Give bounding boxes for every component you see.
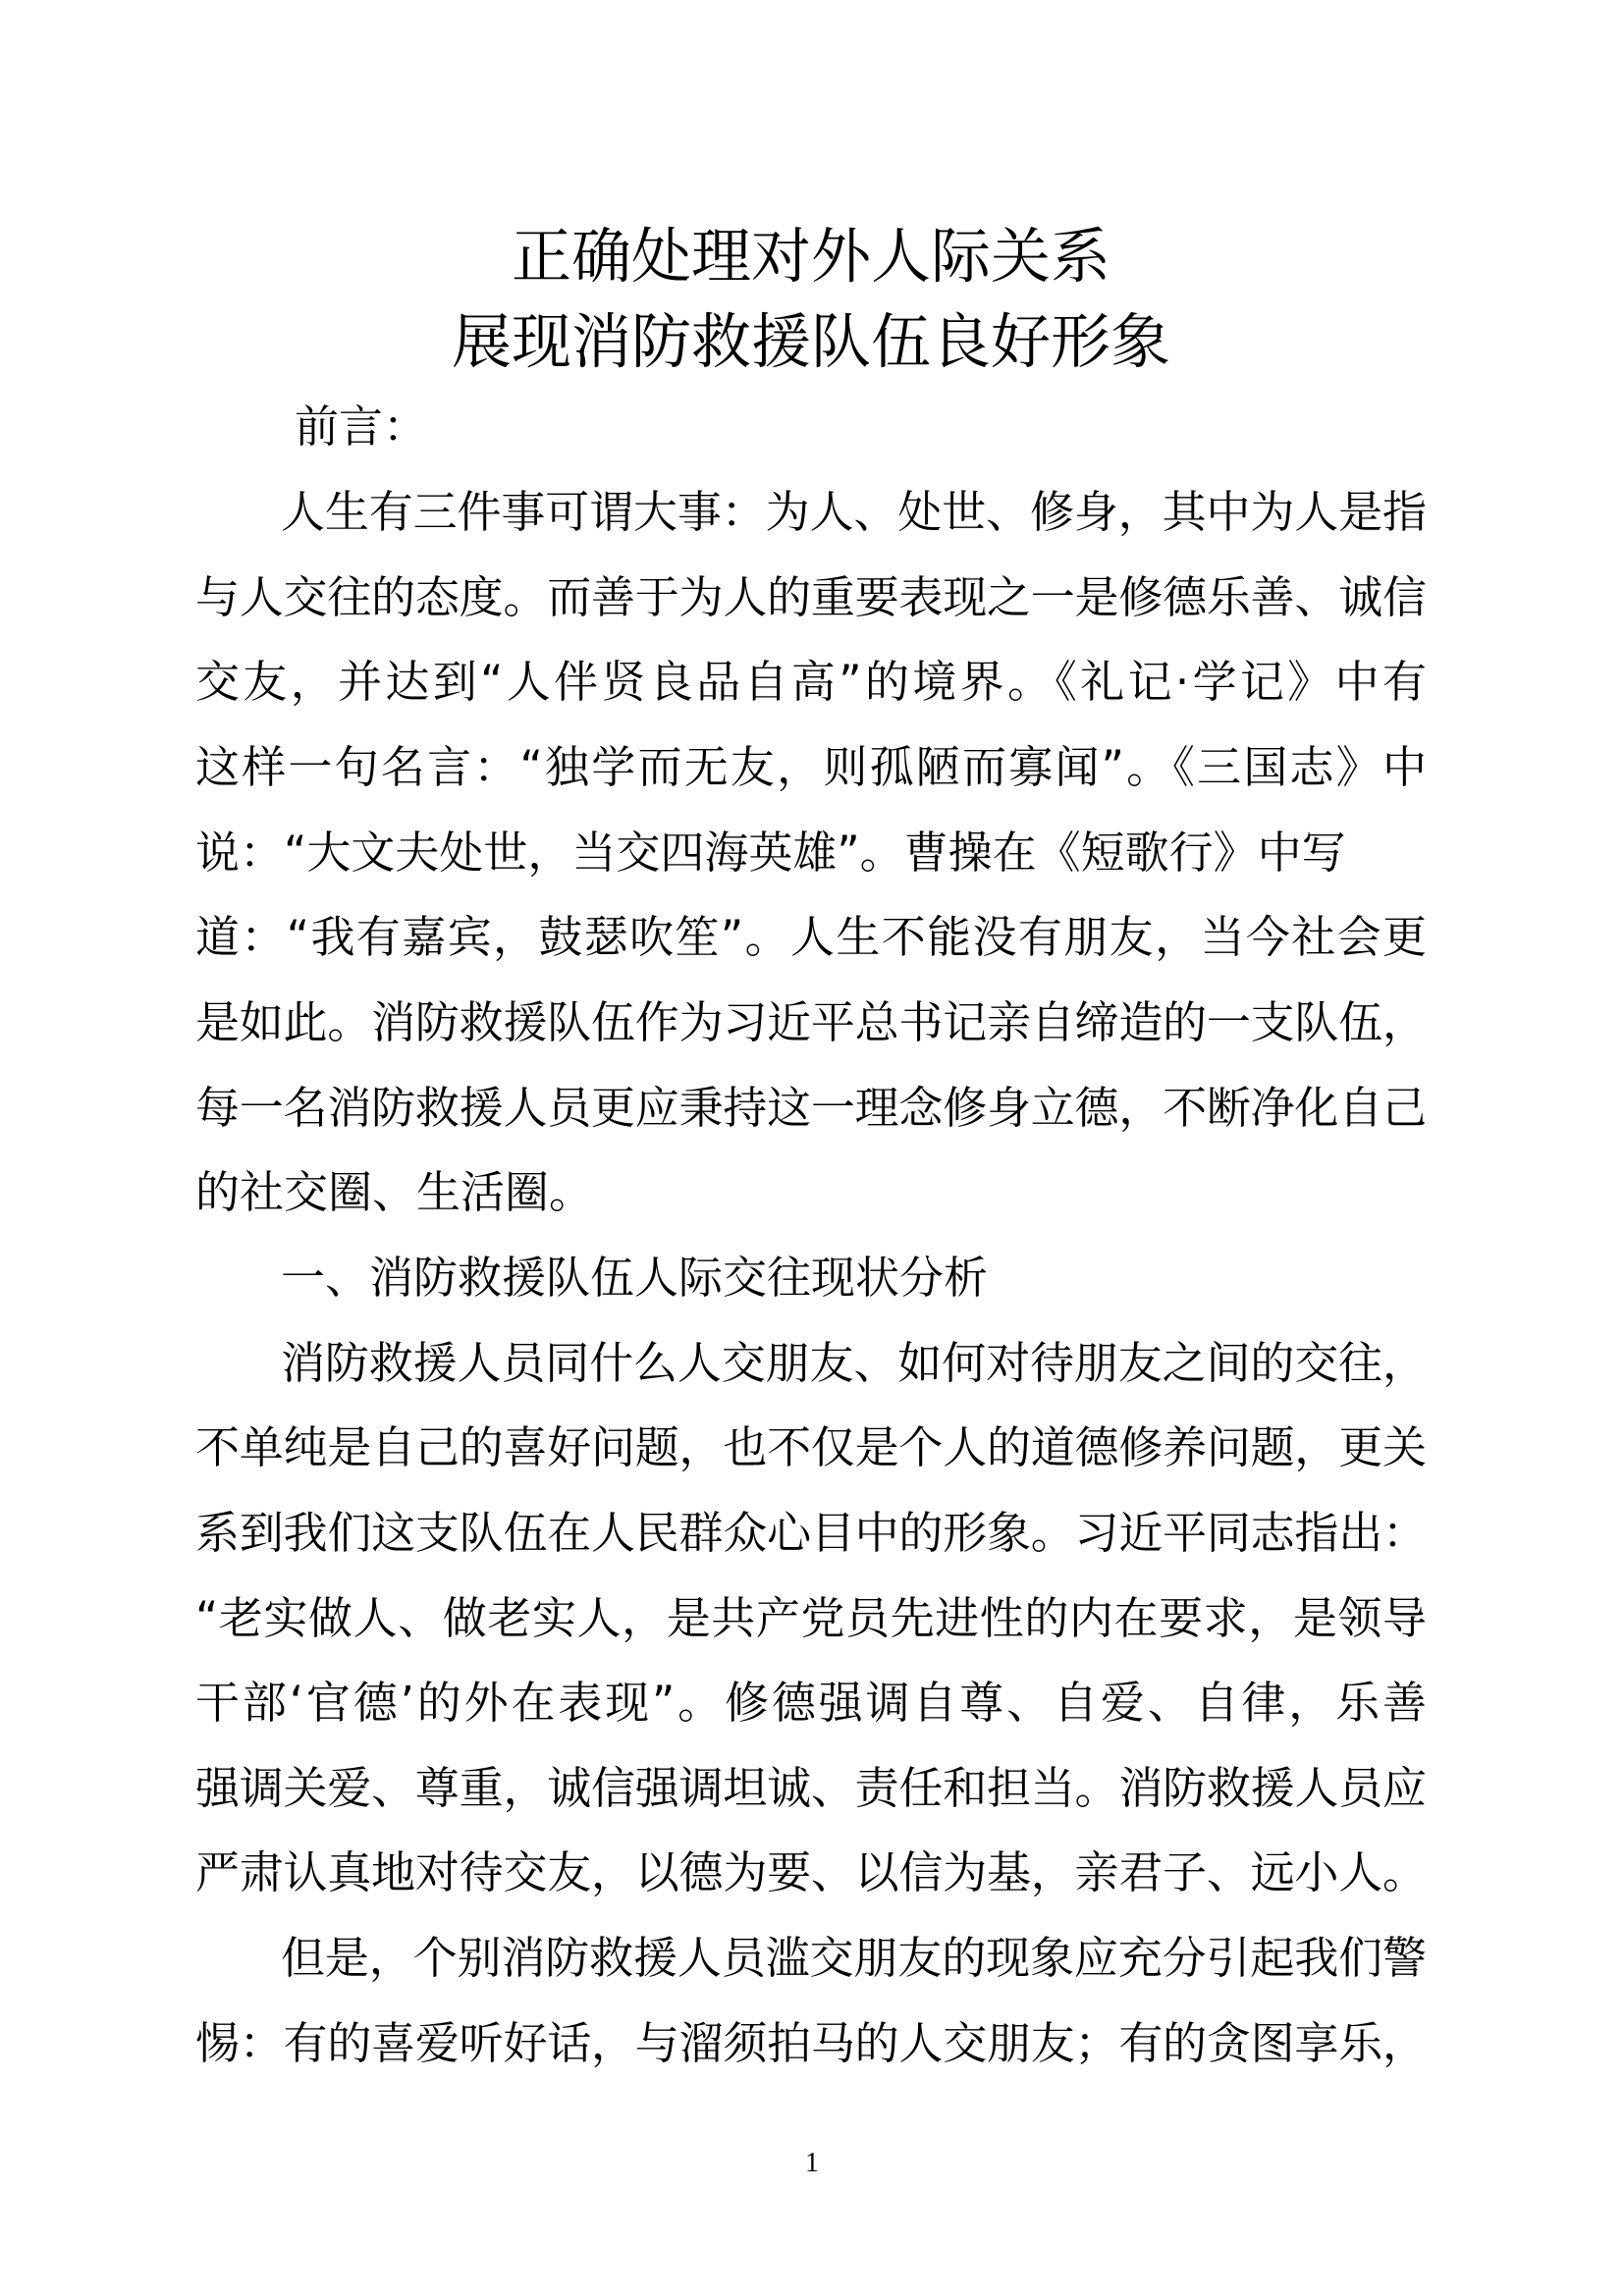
paragraph-line-text: 是如此。消防救援队伍作为习近平总书记亲自缔造的一支队伍， xyxy=(195,995,1427,1048)
paragraph-line xyxy=(195,1066,1427,1151)
paragraph-line-text: 不单纯是自己的喜好问题，也不仅是个人的道德修养问题，更关 xyxy=(195,1421,1427,1474)
paragraph-line xyxy=(195,1661,1430,1746)
paragraph-line-text: 道：“我有嘉宾，鼓瑟吹笙”。人生不能没有朋友，当今社会更 xyxy=(195,911,1429,964)
paragraph-line-text: 每一名消防救援人员更应秉持这一理念修身立德，不断净化自己 xyxy=(195,1081,1427,1134)
paragraph-line-text: 系到我们这支队伍在人民群众心目中的形象。习近平同志指出： xyxy=(195,1506,1427,1559)
paragraph-line xyxy=(195,640,1431,725)
title-line-1-row xyxy=(195,215,1427,300)
paragraph-line-text: 的社交圈、生活圈。 xyxy=(195,1166,594,1219)
paragraph-line-text: “老实做人、做老实人，是共产党员先进性的内在要求，是领导 xyxy=(195,1591,1428,1644)
title-line-1: 正确处理对外人际关系 xyxy=(511,222,1110,292)
paragraph-line xyxy=(195,1406,1427,1491)
section-heading: 一、消防救援队伍人际交往现状分析 xyxy=(281,1251,989,1304)
paragraph-line xyxy=(195,1831,1427,1916)
document-body xyxy=(195,215,1431,2086)
paragraph-line xyxy=(195,2002,1427,2087)
paragraph-line xyxy=(195,470,1427,556)
paragraph-line xyxy=(195,725,1430,811)
paragraph-line-text: 严肃认真地对待交友，以德为要、以信为基，亲君子、远小人。 xyxy=(195,1846,1427,1899)
paragraph-line xyxy=(195,1746,1427,1832)
paragraph-line-text: 与人交往的态度。而善于为人的重要表现之一是修德乐善、诚信 xyxy=(195,570,1427,623)
paragraph-line-text: 但是，个别消防救援人员滥交朋友的现象应充分引起我们警 xyxy=(281,1932,1427,1985)
paragraph-line-text: 交友，并达到“人伴贤良品自高”的境界。《礼记·学记》中有 xyxy=(195,656,1431,709)
paragraph-2 xyxy=(195,1321,1430,1917)
paragraph-line xyxy=(195,981,1427,1066)
paragraph-3 xyxy=(195,1916,1427,2086)
title-line-2-row xyxy=(195,300,1427,386)
section-heading-row xyxy=(195,1236,1427,1321)
paragraph-line xyxy=(195,811,1427,896)
paragraph-1 xyxy=(195,470,1431,1236)
paragraph-line-text: 干部‘官德’的外在表现”。修德强调自尊、自爱、自律，乐善 xyxy=(195,1677,1430,1730)
paragraph-line-text: 人生有三件事可谓大事：为人、处世、修身，其中为人是指 xyxy=(281,485,1427,538)
paragraph-line-text: 惕：有的喜爱听好话，与溜须拍马的人交朋友；有的贪图享乐， xyxy=(195,2016,1427,2069)
paragraph-line-text: 这样一句名言：“独学而无友，则孤陋而寡闻”。《三国志》中 xyxy=(195,740,1430,793)
paragraph-line xyxy=(195,1491,1427,1576)
paragraph-line-text: 消防救援人员同什么人交朋友、如何对待朋友之间的交往， xyxy=(281,1336,1427,1389)
paragraph-line xyxy=(195,1916,1427,2002)
paragraph-line xyxy=(195,1576,1427,1662)
paragraph-line-text: 强调关爱、尊重，诚信强调坦诚、责任和担当。消防救援人员应 xyxy=(195,1761,1427,1814)
page-number: 1 xyxy=(805,2148,819,2178)
preface-label: 前言： xyxy=(295,400,428,454)
paragraph-line-text: 说：“大文夫处世，当交四海英雄”。曹操在《短歌行》中写 xyxy=(195,826,1346,879)
paragraph-line xyxy=(195,1321,1427,1407)
paragraph-line xyxy=(195,1150,1427,1236)
paragraph-line xyxy=(195,556,1427,641)
title-line-2: 展现消防救援队伍良好形象 xyxy=(451,306,1170,377)
paragraph-line xyxy=(195,895,1427,981)
preface-label-row xyxy=(195,385,1427,470)
